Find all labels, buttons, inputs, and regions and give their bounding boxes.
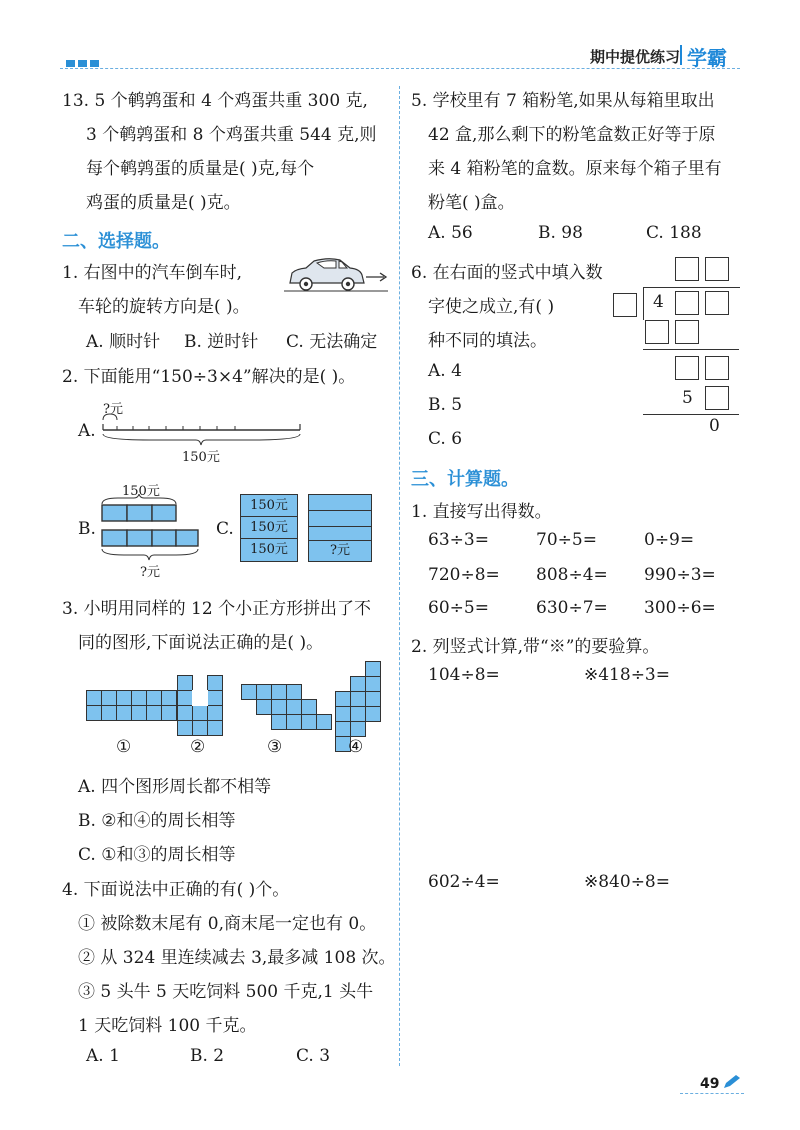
c4-option-a: A. 1 [86, 1046, 120, 1066]
dividend-digit-4: 4 [653, 292, 664, 312]
c6-line-3: 种不同的填法。 [428, 331, 547, 351]
c5-option-b: B. 98 [538, 223, 583, 243]
k1-r3-c3: 300÷6= [644, 598, 716, 618]
c6-option-b: B. 5 [428, 395, 463, 415]
remainder-box-1 [675, 356, 699, 380]
c3-fig-label-3: ③ [267, 737, 283, 757]
division-line-2 [643, 414, 739, 415]
k2-item-3: 602÷4= [428, 872, 500, 892]
quotient-box-1 [675, 257, 699, 281]
c4-statement-2: ② 从 324 里连续减去 3,最多减 108 次。 [78, 948, 396, 968]
q13-line-4: 鸡蛋的质量是( )克。 [86, 193, 241, 213]
k2-item-4: ※840÷8= [584, 872, 670, 892]
product-box-1 [645, 320, 669, 344]
c3-line-2: 同的图形,下面说法正确的是( )。 [78, 633, 324, 653]
pencil-icon [722, 1074, 742, 1090]
section-2-title: 二、选择题。 [62, 231, 170, 252]
c4-statement-3: ③ 5 头牛 5 天吃饲料 500 千克,1 头牛 [78, 982, 374, 1002]
c3-fig-label-2: ② [190, 737, 206, 757]
c5-option-a: A. 56 [428, 223, 473, 243]
footer-rule [680, 1093, 744, 1094]
c3-option-a: A. 四个图形周长都不相等 [78, 777, 272, 797]
c2-stem: 2. 下面能用“150÷3×4”解决的是( )。 [62, 367, 356, 387]
c1-option-a: A. 顺时针 [86, 332, 161, 352]
c4-statement-3-cont: 1 天吃饲料 100 千克。 [78, 1016, 257, 1036]
c2-c-cell-2: 150元 [240, 516, 298, 540]
k2-item-1: 104÷8= [428, 665, 500, 685]
k1-r2-c3: 990÷3= [644, 565, 716, 585]
c6-option-c: C. 6 [428, 429, 463, 449]
q13-line-1: 13. 5 个鹌鹑蛋和 4 个鸡蛋共重 300 克, [62, 91, 368, 111]
k2-stem: 2. 列竖式计算,带“※”的要验算。 [411, 637, 660, 657]
dividend-box-2 [705, 291, 729, 315]
k1-r1-c2: 70÷5= [536, 530, 597, 550]
product-box-2 [675, 320, 699, 344]
series-title: 期中提优练习 [590, 48, 681, 66]
k1-r2-c1: 720÷8= [428, 565, 500, 585]
c6-line-2: 字使之成立,有( ) [428, 297, 555, 317]
c4-option-c: C. 3 [296, 1046, 331, 1066]
q13-line-2: 3 个鹌鹑蛋和 8 个鸡蛋共重 544 克,则 [86, 125, 377, 145]
header-decor [66, 52, 99, 72]
c1-option-c: C. 无法确定 [286, 332, 378, 352]
c6-option-a: A. 4 [428, 361, 462, 381]
c5-line-1: 5. 学校里有 7 箱粉笔,如果从每箱里取出 [411, 91, 715, 111]
k1-r2-c2: 808÷4= [536, 565, 608, 585]
c3-option-b: B. ②和④的周长相等 [78, 811, 236, 831]
division-line-1 [643, 349, 739, 350]
c2-b-bottom-label: ?元 [140, 565, 160, 580]
c3-fig-label-4: ④ [348, 737, 364, 757]
c4-statement-1: ① 被除数末尾有 0,商末尾一定也有 0。 [78, 914, 377, 934]
c2-c-label: C. [216, 519, 234, 539]
c1-line-1: 1. 右图中的汽车倒车时, [62, 263, 243, 283]
column-divider [399, 86, 400, 1066]
c3-fig-label-1: ① [116, 737, 132, 757]
c2-a-bottom-label: 150元 [182, 450, 220, 465]
c5-line-3: 来 4 箱粉笔的盒数。原来每个箱子里有 [428, 159, 722, 179]
c2-b-top-label: 150元 [122, 484, 160, 499]
c1-option-b: B. 逆时针 [184, 332, 259, 352]
k1-r1-c1: 63÷3= [428, 530, 489, 550]
header-divider [680, 45, 682, 65]
q13-line-3: 每个鹌鹑蛋的质量是( )克,每个 [86, 159, 315, 179]
c2-c-cell-3: 150元 [240, 538, 298, 562]
k1-r3-c2: 630÷7= [536, 598, 608, 618]
page-number: 49 [700, 1076, 720, 1092]
c2-c-cell-1: 150元 [240, 494, 298, 518]
c5-line-2: 42 盒,那么剩下的粉笔盒数正好等于原 [428, 125, 716, 145]
divisor-box [613, 293, 637, 317]
car-illustration [284, 255, 390, 297]
c2-a-top-label: ?元 [103, 402, 123, 417]
remainder-digit-0: 0 [709, 416, 720, 436]
remainder-box-2 [705, 356, 729, 380]
c2-b-label: B. [78, 519, 96, 539]
product2-digit-5: 5 [682, 388, 693, 408]
c4-option-b: B. 2 [190, 1046, 225, 1066]
c3-line-1: 3. 小明用同样的 12 个小正方形拼出了不 [62, 599, 372, 619]
k1-r3-c1: 60÷5= [428, 598, 489, 618]
k2-item-2: ※418÷3= [584, 665, 670, 685]
k1-r1-c3: 0÷9= [644, 530, 695, 550]
c6-line-1: 6. 在右面的竖式中填入数 [411, 263, 603, 283]
c2-a-label: A. [78, 421, 96, 441]
c4-stem: 4. 下面说法中正确的有( )个。 [62, 880, 290, 900]
dividend-box-1 [675, 291, 699, 315]
c5-line-4: 粉笔( )盒。 [428, 193, 515, 213]
c3-option-c: C. ①和③的周长相等 [78, 845, 236, 865]
header-rule [60, 68, 740, 69]
brand-logo: 学霸 [687, 46, 727, 70]
c5-option-c: C. 188 [646, 223, 702, 243]
c2-c-right-4: ?元 [308, 540, 372, 562]
product2-box [705, 386, 729, 410]
quotient-box-2 [705, 257, 729, 281]
c2-b-bar-diagram [98, 494, 203, 562]
c1-line-2: 车轮的旋转方向是( )。 [78, 297, 250, 317]
section-3-title: 三、计算题。 [411, 469, 519, 490]
k1-stem: 1. 直接写出得数。 [411, 502, 552, 522]
